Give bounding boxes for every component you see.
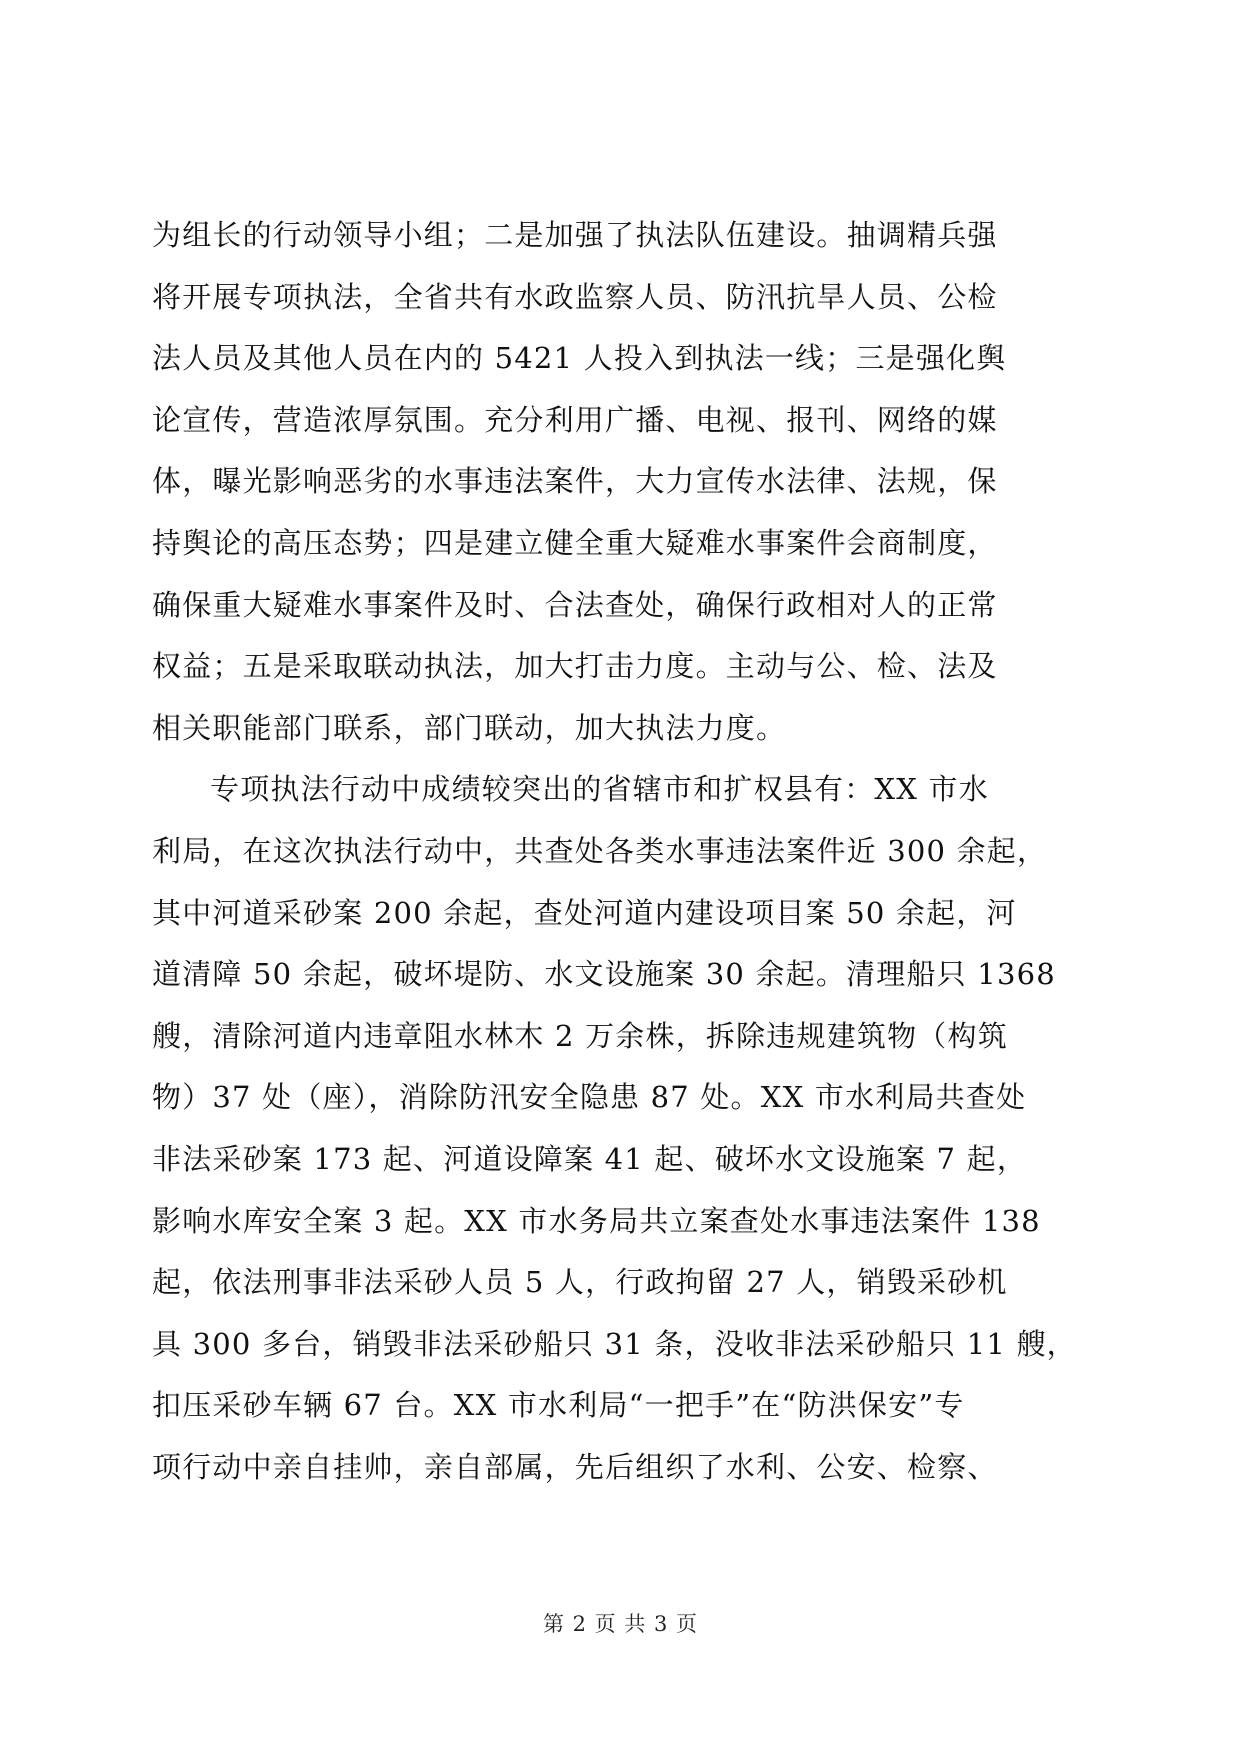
text-line: 物）37 处（座），消除防汛安全隐患 87 处。XX 市水利局共查处 — [152, 1080, 1027, 1115]
text-line: 起，依法刑事非法采砂人员 5 人，行政拘留 27 人，销毁采砂机 — [152, 1265, 1008, 1300]
text-line: 体，曝光影响恶劣的水事违法案件，大力宣传水法律、法规，保 — [152, 464, 998, 499]
text-line: 法人员及其他人员在内的 5421 人投入到执法一线；三是强化舆 — [152, 341, 1007, 376]
text-line: 持舆论的高压态势；四是建立健全重大疑难水事案件会商制度， — [152, 525, 998, 560]
text-line: 论宣传，营造浓厚氛围。充分利用广播、电视、报刊、网络的媒 — [152, 402, 998, 437]
text-line: 影响水库安全案 3 起。XX 市水务局共立案查处水事违法案件 138 — [152, 1203, 1041, 1238]
text-line: 艘，清除河道内违章阻水林木 2 万余株，拆除违规建筑物（构筑 — [152, 1018, 1008, 1053]
text-line: 利局，在这次执法行动中，共查处各类水事违法案件近 300 余起， — [152, 833, 1048, 868]
text-line: 将开展专项执法，全省共有水政监察人员、防汛抗旱人员、公检 — [152, 279, 998, 314]
text-line: 权益；五是采取联动执法，加大打击力度。主动与公、检、法及 — [152, 649, 998, 684]
body-text — [152, 205, 1092, 1498]
text-line: 项行动中亲自挂帅，亲自部属，先后组织了水利、公安、检察、 — [152, 1449, 998, 1484]
text-line: 其中河道采砂案 200 余起，查处河道内建设项目案 50 余起，河 — [152, 895, 1017, 930]
text-line: 相关职能部门联系，部门联动，加大执法力度。 — [152, 710, 787, 745]
text-line: 道清障 50 余起，破坏堤防、水文设施案 30 余起。清理船只 1368 — [152, 957, 1056, 992]
page-footer: 第 2 页 共 3 页 — [542, 1612, 699, 1636]
text-line: 非法采砂案 173 起、河道设障案 41 起、破坏水文设施案 7 起， — [152, 1141, 1028, 1176]
text-line: 扣压采砂车辆 67 台。XX 市水利局“一把手”在“防洪保安”专 — [152, 1388, 965, 1423]
text-line: 具 300 多台，销毁非法采砂船只 31 条，没收非法采砂船只 11 艘， — [152, 1326, 1077, 1361]
text-line: 确保重大疑难水事案件及时、合法查处，确保行政相对人的正常 — [152, 587, 998, 622]
text-line: 为组长的行动领导小组；二是加强了执法队伍建设。抽调精兵强 — [152, 218, 998, 252]
paragraph-first-line: 专项执法行动中成绩较突出的省辖市和扩权县有：XX 市水 — [210, 772, 989, 807]
